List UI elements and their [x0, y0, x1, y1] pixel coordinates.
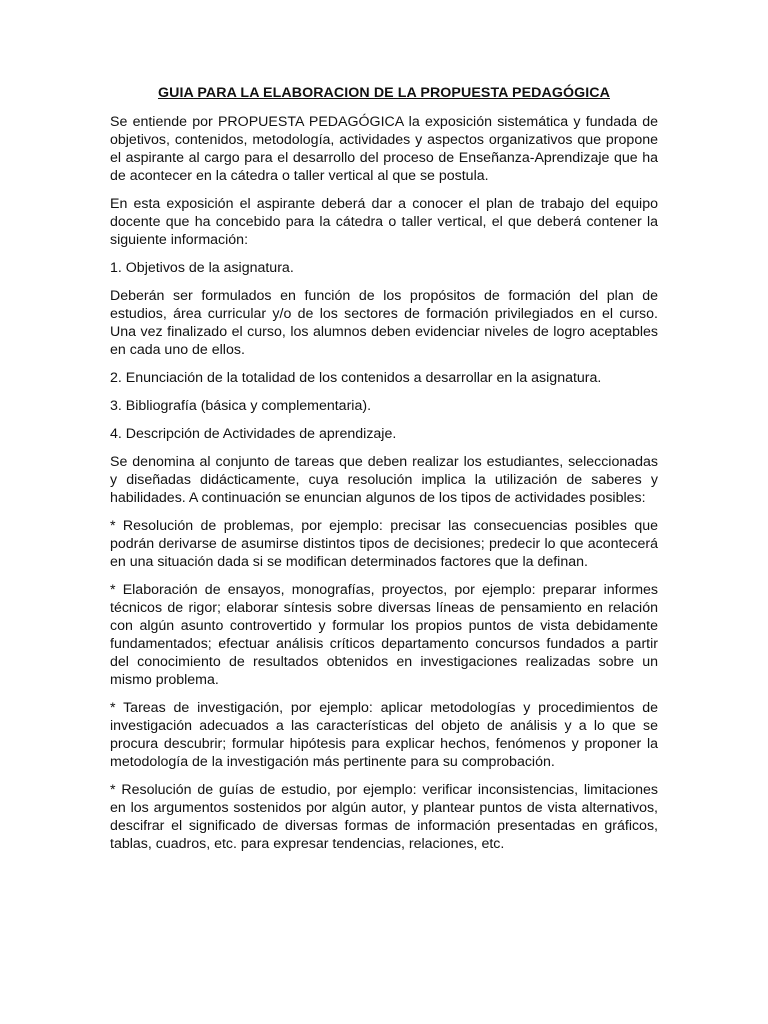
intro-paragraph: Se entiende por PROPUESTA PEDAGÓGICA la exposición sistemática y fundada de objetivos, contenidos, metodología, actividades y aspectos organizativos que propone el aspirante al cargo para el desarrollo del proceso de Enseñanza-Aprendizaje que ha de acontecer en la cátedra o taller vertical al que se postula. — [110, 114, 658, 184]
bullet-essays: * Elaboración de ensayos, monografías, proyectos, por ejemplo: preparar informes técnicos de rigor; elaborar síntesis sobre diversas líneas de pensamiento en relación con algún asunto controvertido y formular los propios puntos de vista debidamente fundamentados; efectuar análisis críticos departamento concursos fundados a partir del conocimiento de resultados obtenidos en investigaciones realizadas sobre un mismo problema. — [110, 582, 658, 688]
item-bibliography: 3. Bibliografía (básica y complementaria). — [110, 398, 372, 414]
document-title: GUIA PARA LA ELABORACION DE LA PROPUESTA PEDAGÓGICA — [157, 85, 610, 101]
bullet-problem-solving: * Resolución de problemas, por ejemplo: precisar las consecuencias posibles que podrán derivarse de asumirse distintos tipos de decisiones; predecir lo que acontecerá en una situación dada si se modifican determinados factores que la definan. — [110, 518, 658, 570]
item-objectives: 1. Objetivos de la asignatura. — [110, 260, 294, 276]
item-activities: 4. Descripción de Actividades de aprendizaje. — [110, 426, 397, 442]
item-contents: 2. Enunciación de la totalidad de los contenidos a desarrollar en la asignatura. — [110, 370, 602, 386]
activities-paragraph: Se denomina al conjunto de tareas que deben realizar los estudiantes, seleccionadas y diseñadas didácticamente, cuya resolución implica la utilización de saberes y habilidades. A continuación se enuncian algunos de los tipos de actividades posibles: — [110, 454, 658, 506]
exposition-paragraph: En esta exposición el aspirante deberá dar a conocer el plan de trabajo del equipo docente que ha concebido para la cátedra o taller vertical, el que deberá contener la siguiente información: — [110, 196, 658, 248]
objectives-paragraph: Deberán ser formulados en función de los propósitos de formación del plan de estudios, área curricular y/o de los sectores de formación privilegiados en el curso. Una vez finalizado el curso, los alumnos deben evidenciar niveles de logro aceptables en cada uno de ellos. — [110, 288, 658, 358]
bullet-study-guides: * Resolución de guías de estudio, por ejemplo: verificar inconsistencias, limitaciones en los argumentos sostenidos por algún autor, y plantear puntos de vista alternativos, descifrar el significado de diversas formas de información presentadas en gráficos, tablas, cuadros, etc. para expresar tendencias, relaciones, etc. — [110, 782, 658, 852]
bullet-research: * Tareas de investigación, por ejemplo: aplicar metodologías y procedimientos de investigación adecuados a las características del objeto de análisis y a lo que se procura descubrir; formular hipótesis para explicar hechos, fenómenos y proponer la metodología de la investigación más pertinente para su comprobación. — [110, 700, 658, 770]
